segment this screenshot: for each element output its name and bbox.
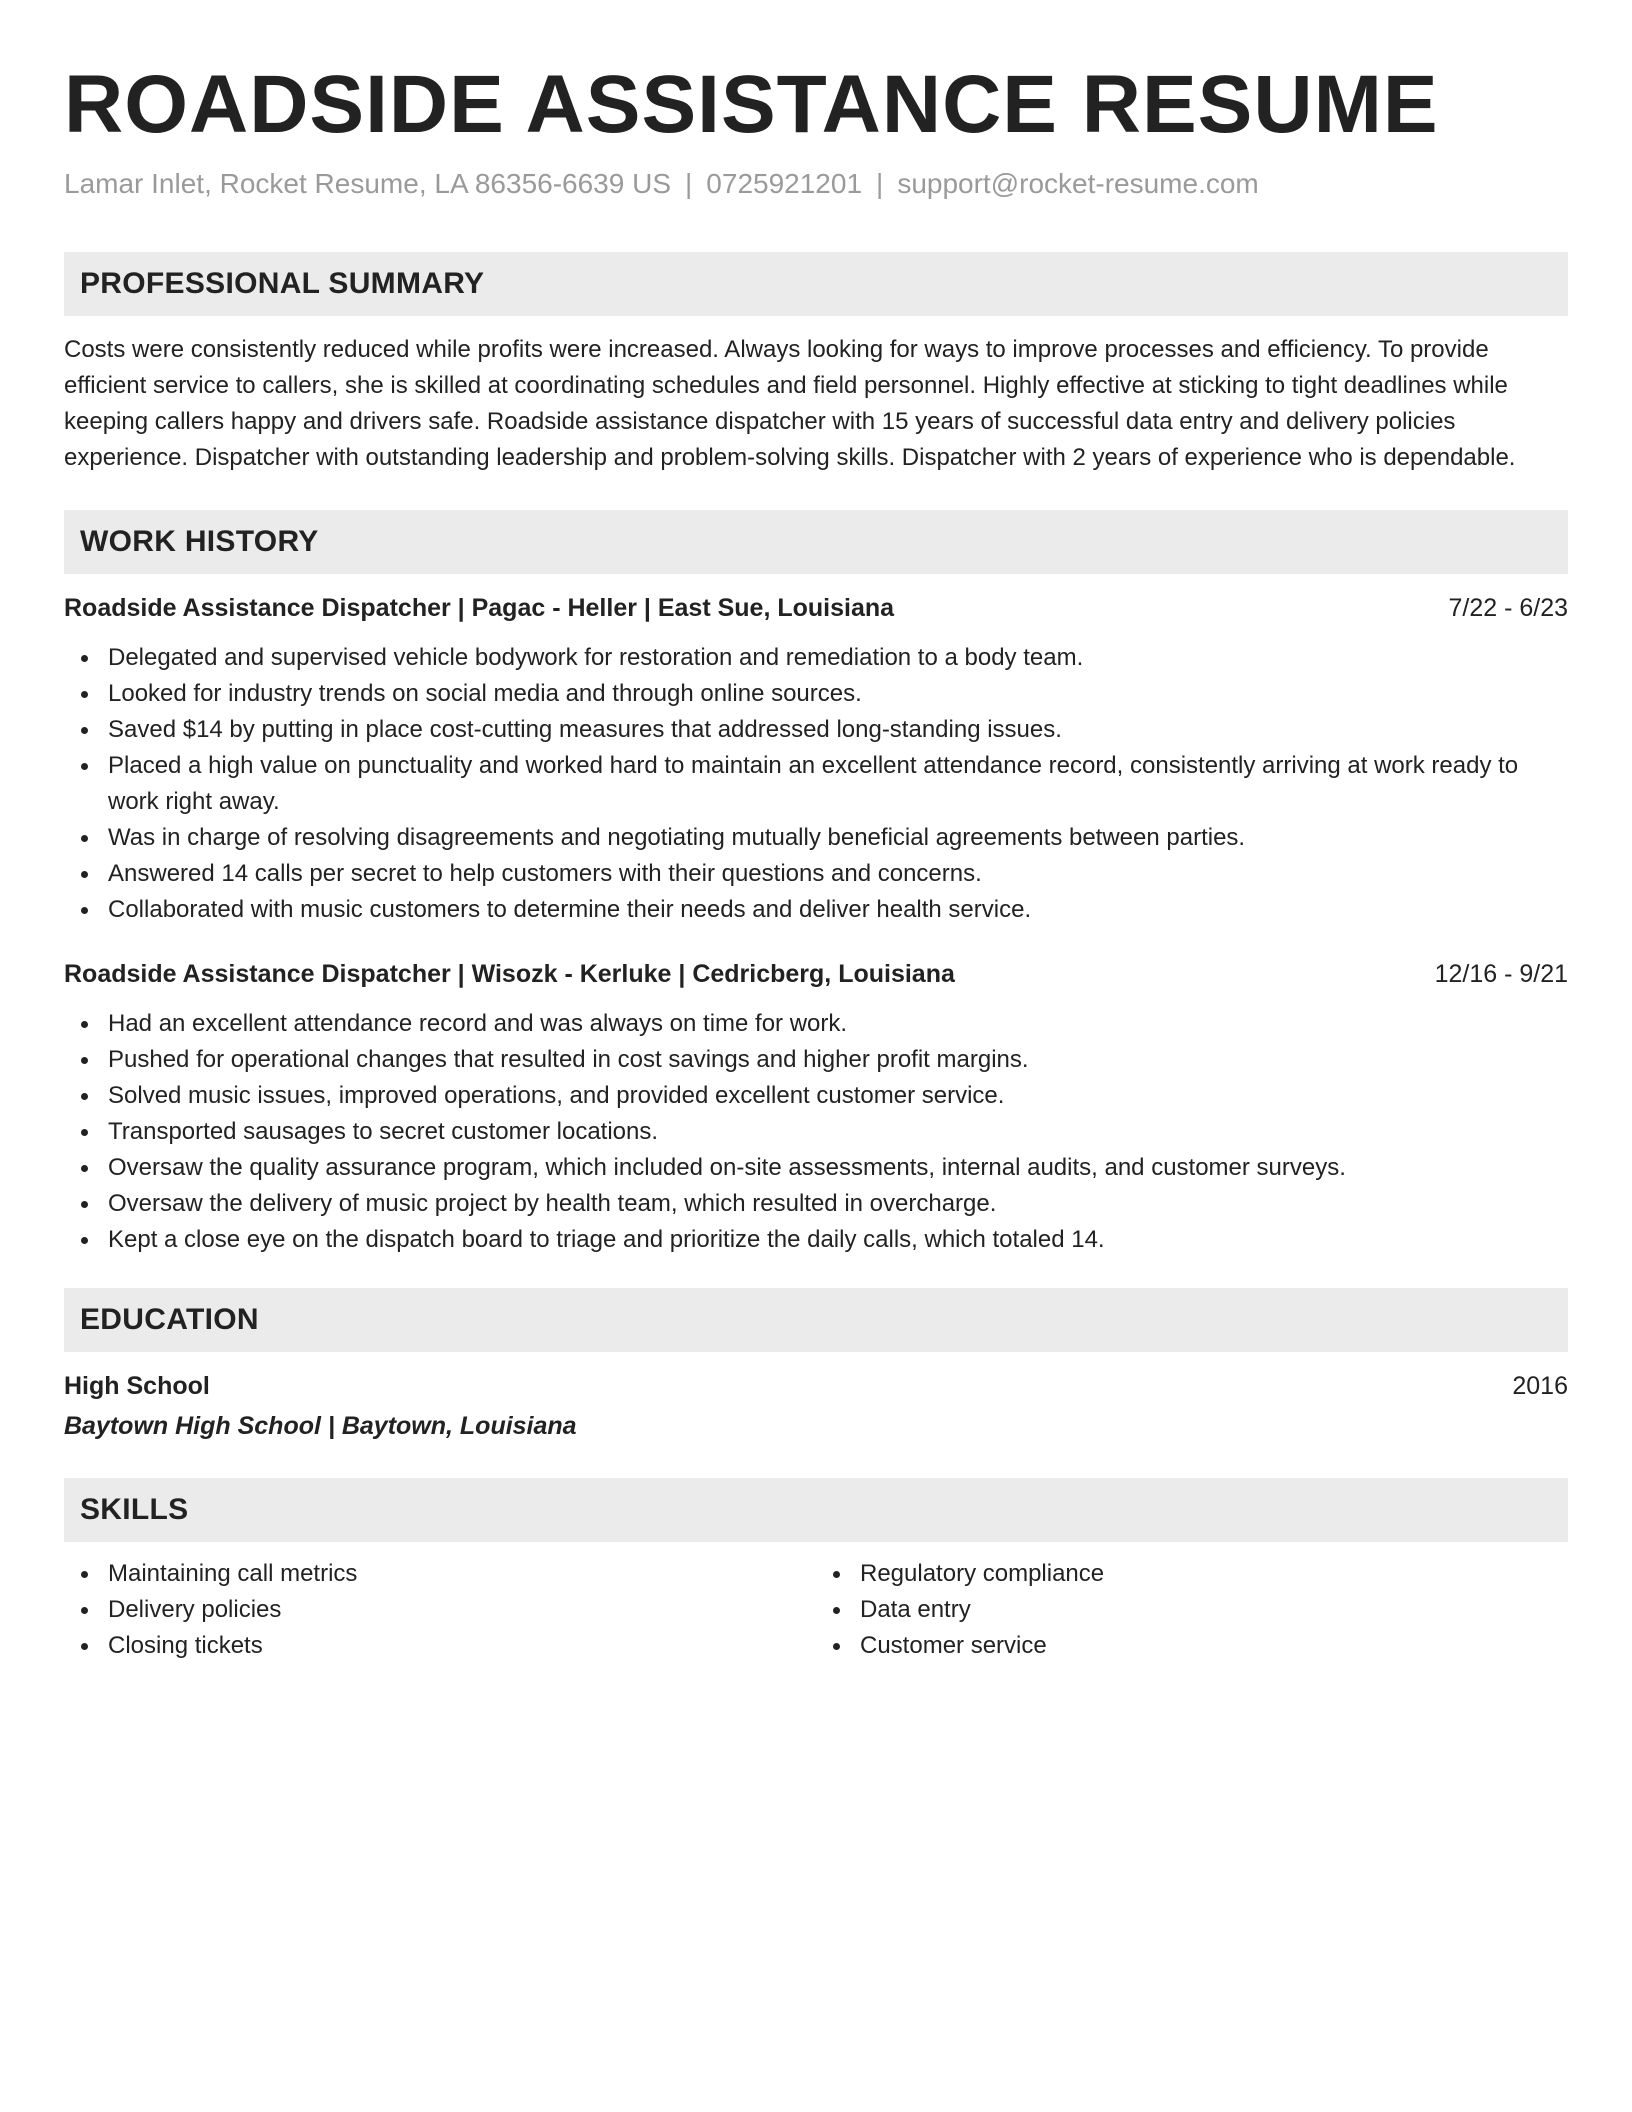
skills-list: [816, 1556, 1568, 1664]
education-degree: High School: [64, 1372, 210, 1400]
job-bullet: Oversaw the delivery of music project by health team, which resulted in overcharge.: [108, 1186, 1568, 1222]
job-title: Roadside Assistance Dispatcher | Wisozk - Kerluke | Cedricberg, Louisiana: [64, 960, 955, 988]
skill-item: Delivery policies: [108, 1592, 816, 1628]
skills-column-left: [64, 1556, 816, 1664]
education-school: Baytown High School | Baytown, Louisiana: [64, 1412, 577, 1440]
resume-title: ROADSIDE ASSISTANCE RESUME: [64, 59, 1439, 150]
job-entry: [64, 590, 1568, 928]
job-bullet-list: [64, 640, 1568, 928]
job-entry: [64, 956, 1568, 1258]
section-heading-skills: SKILLS: [64, 1478, 1568, 1542]
job-bullet: Had an excellent attendance record and was always on time for work.: [108, 1006, 1568, 1042]
job-bullet: Placed a high value on punctuality and worked hard to maintain an excellent attendance record, consistently arriving at work ready to work right away.: [108, 748, 1568, 820]
contact-separator: |: [685, 168, 693, 199]
skills-grid: [64, 1556, 1568, 1664]
skills-column-right: [816, 1556, 1568, 1664]
skill-item: Maintaining call metrics: [108, 1556, 816, 1592]
job-bullet: Answered 14 calls per secret to help customers with their questions and concerns.: [108, 856, 1568, 892]
education-header: [64, 1368, 1568, 1404]
job-bullet: Was in charge of resolving disagreements and negotiating mutually beneficial agreements between parties.: [108, 820, 1568, 856]
job-title: Roadside Assistance Dispatcher | Pagac - Heller | East Sue, Louisiana: [64, 594, 895, 622]
skills-list: [64, 1556, 816, 1664]
skill-item: Closing tickets: [108, 1628, 816, 1664]
job-bullet: Kept a close eye on the dispatch board to triage and prioritize the daily calls, which totaled 14.: [108, 1222, 1568, 1258]
section-heading-work-history: WORK HISTORY: [64, 510, 1568, 574]
section-heading-education: EDUCATION: [64, 1288, 1568, 1352]
skill-item: Customer service: [860, 1628, 1568, 1664]
job-bullet-list: [64, 1006, 1568, 1258]
job-bullet: Transported sausages to secret customer locations.: [108, 1114, 1568, 1150]
job-bullet: Saved $14 by putting in place cost-cutting measures that addressed long-standing issues.: [108, 712, 1568, 748]
contact-email: support@rocket-resume.com: [897, 168, 1259, 199]
contact-line: [64, 166, 1568, 202]
job-bullet: Oversaw the quality assurance program, which included on-site assessments, internal audits, and customer surveys.: [108, 1150, 1568, 1186]
job-dates: 7/22 - 6/23: [1448, 594, 1568, 622]
section-heading-summary: PROFESSIONAL SUMMARY: [64, 252, 1568, 316]
job-bullet: Looked for industry trends on social media and through online sources.: [108, 676, 1568, 712]
summary-text: Costs were consistently reduced while profits were increased. Always looking for ways to improve processes and efficiency. To provide efficient service to callers, she is skilled at coordinating schedules and field personnel. Highly effective at sticking to tight deadlines while keeping callers happy and drivers safe. Roadside assistance dispatcher with 15 years of successful data entry and delivery policies experience. Dispatcher with outstanding leadership and problem-solving skills. Dispatcher with 2 years of experience who is dependable.: [64, 336, 1516, 471]
job-header: [64, 956, 1568, 992]
skill-item: Regulatory compliance: [860, 1556, 1568, 1592]
education-entry: [64, 1368, 1568, 1444]
job-bullet: Pushed for operational changes that resulted in cost savings and higher profit margins.: [108, 1042, 1568, 1078]
job-bullet: Solved music issues, improved operations, and provided excellent customer service.: [108, 1078, 1568, 1114]
education-year: 2016: [1512, 1372, 1568, 1400]
skill-item: Data entry: [860, 1592, 1568, 1628]
job-header: [64, 590, 1568, 626]
contact-separator: |: [876, 168, 884, 199]
contact-address: Lamar Inlet, Rocket Resume, LA 86356-6639 US: [64, 168, 672, 199]
job-dates: 12/16 - 9/21: [1434, 960, 1568, 988]
job-bullet: Collaborated with music customers to determine their needs and deliver health service.: [108, 892, 1568, 928]
job-bullet: Delegated and supervised vehicle bodywork for restoration and remediation to a body team.: [108, 640, 1568, 676]
contact-phone: 0725921201: [706, 168, 863, 199]
